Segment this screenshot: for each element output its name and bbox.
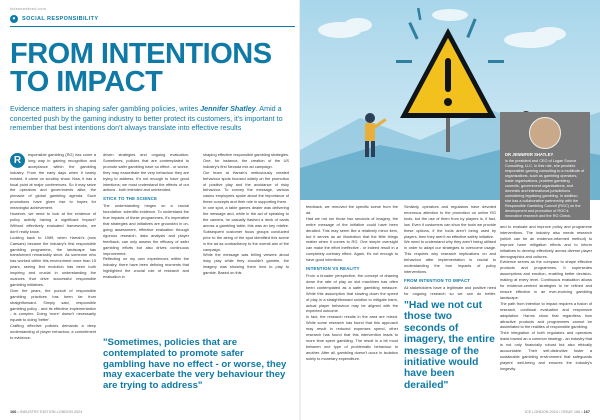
col6-paragraph-4: Their integration of both regulators and operators leads toward an a common strategy - an industry that is not only financially robust but also ethically accountable. Their self-distinctive foster a sustainable gambling environment that safeguards players' well-being and ensures the industry's longevity.: [500, 330, 592, 371]
col6-paragraph-3: The path from intention to impact requires a fusion of research, continual evaluation and responsive adaptation. Harms show that regardless how attractive products and programmes cannot be assimilated to the realities of responsible gambling.: [500, 300, 592, 330]
subheading-intention-to-impact: FROM INTENTION TO IMPACT: [404, 277, 471, 283]
col1-paragraph-5: Crafting effective policies demands a deep understanding of player behaviour, a commitment to evidence-: [10, 323, 96, 341]
section-header: [10, 15, 98, 23]
author-name: Jennifer Shatley: [200, 104, 256, 113]
standfirst-post: . Amid a concerted push by the gaming industry to better protect its customers, it's important to remember that best intentions don't always translate into effective results: [10, 104, 283, 132]
article-column-1: [10, 152, 96, 402]
col5-paragraph-2: We need to understand why they aren't being utilised in order to adapt our strategies to overcome usage. This requires why research implications on and behaviour after implementation is crucial to understanding the true impacts of policy interventions.: [404, 239, 496, 274]
col1-paragraph-3: Looking back to 1989, when Harrah's (now Caesars) became the industry's first responsible gambling programme, the landscape has transformed remarkably since. As someone who has worked within this environment more than 15 years, seeing first evolution has been both inspiring and crucial in understanding the nuances that drive successful responsible gambling initiatives.: [10, 234, 96, 287]
col2-paragraph-1: driven strategies and ongoing evaluation. Sometimes, policies that are contemplated to promote safer gambling have no effect - or worse, they may exacerbate the very behaviour they are trying to address. It's not enough to have good intentions; we must understand the effects of our actions - both intended and unintended.: [103, 152, 189, 193]
col3-paragraph-3: In one spot, a table games dealer was delivering the message and, while in the act of speaking to the camera, he casually flashed a deck of cards across a gambling table; this was an key misfire. Subsequent customer focus groups conducted prior to the airing of the spot identified this scene in the ad as contradictory to the overall aim of the campaign.: [203, 205, 289, 252]
standfirst-pre: Evidence matters in shaping safer gambling policies, writes: [10, 104, 201, 113]
col3-paragraph-1: shaping effective responsible gambling strategies. One, for instance, the creation of the US industry's first Nevada mix ad campaign.: [203, 152, 289, 169]
profile-name: DR JENNIFER SHATLEY: [505, 152, 554, 157]
col1-paragraph-1: esponsible gambling (RG) has come a long way in gaining recognition and acceptance within the gambling industry. From the early days when it barely existed, it came on scrutiny show. Now, it has a focal point at major conferences. So it may seize the operators and governments alike, the pinnacle of global gambling agenda. Such promotions have given rise to hopes for meaningful achievement.: [10, 152, 96, 211]
right-page-number: 167: [583, 410, 590, 414]
subheading-intention-vs-reality: INTENTION VS REALITY: [306, 266, 360, 272]
col5-paragraph-3: All stakeholders have a legitimate and positive need for ongoing research so we can do better.: [404, 284, 496, 296]
col6-paragraph-1: and to evaluate and improve policy and programme interventions. The industry also needs research (which can be an evidence-informed method) to improve harm mitigation efforts and to inform initiatives to develop effectively across diverse player demographics and cultures.: [500, 224, 592, 259]
article-column-4: [306, 204, 398, 406]
article-column-2: [103, 152, 189, 334]
heart-icon: ♥: [10, 15, 18, 23]
author-photo: [529, 117, 561, 149]
footer-left-text: • INDUSTRY EDITION LONDON 2024: [17, 410, 83, 414]
publication-url: kidsnewsfeed.com: [10, 6, 47, 11]
col4-paragraph-4: In fact, the research results in the area are mixed. While some research has found that this approach may result in reduced expenses spend, other research has found that this intervention leads to more time spent gambling. The result is a bit moot between one type of problematic behaviour to another. After all, gambling doesn't occur in isolation solely to monetary expenditure.: [306, 314, 398, 361]
col2-paragraph-2: The understanding hinges on a crucial foundation: scientific evidence. To understand the true impacts of these programmes, it's imperative that strategies and initiatives are grounded in on-going assessment, effective evaluation through rigorous research, data analysis and player feedback; can only assess the efficacy of safer gambling efforts but also drives continuous improvement.: [103, 203, 189, 256]
col6-paragraph-2: Evidence serves as the compass to shape effective products and programmes. It supersedes assumptions and emotion, enabling better decision-making at every level. Continuous evaluation allows for evidence-centred strategies to be refined and ensure effective in an ever-evolving gambling landscape.: [500, 259, 592, 300]
col4-paragraph-3: From a broader perspective, the concept of drawing down the rate of play on slot machines has often been contemplated as a safer gambling measure. While this assumption that slowing down the speed of play in a straightforward solution to mitigate harm, actual player behaviour may be aligned with the expected outcome.: [306, 272, 398, 314]
pull-quote-2: "Had we not cut those two seconds of imagery, the entire message of the initiative would have been derailed": [404, 300, 495, 391]
col3-paragraph-2: Our team at Harrah's meticulously created behaviour spots focused widely on the promotion of positive play and the avoidance of risky behaviour. To convey the message, various casino employees spoke about the importance of these concepts and their role in supporting them.: [203, 169, 289, 205]
author-profile-card: [500, 112, 590, 220]
col1-paragraph-4: Over the years, the pursuit of responsible gambling practices has been far from straightforward. Simply said, responsible gambling policy - and its effective implementation - is complex. Doing 'more' doesn't necessarily equate to doing 'better'.: [10, 287, 96, 323]
footer-left: [10, 410, 82, 414]
col3-paragraph-4: While the message was telling viewers about risky play while they shouldn't gamble, the imagery was showing them how to play to gamble. Based on this: [203, 252, 289, 276]
title-line-2: TO IMPACT: [10, 66, 163, 98]
col1-paragraph-2: However, we need to look at the evidence of policy activity having a significant impact? Without effectively evaluated frameworks, we don't really know.: [10, 211, 96, 234]
profile-bio: is the president and CEO of Logan Source Consulting, LLC. In this role, she provides responsible gaming consulting to a multitude of organisations, such as gambling operators, trade organisations, problem gambling councils, government organisations, and domestic and international jurisdictions considering legalising gambling. In addition, she has a collaborative partnership with the Responsible Gambling Council (RGC) on the development and promotion of RGC's innovative research and the RG Check.: [505, 159, 585, 218]
drop-cap: R: [10, 153, 25, 168]
article-column-3: [203, 152, 289, 334]
pull-quote-1: "Sometimes, policies that are contemplated to promote safer gambling have no effect - or worse, they may exacerbate the very behaviour they are trying to address": [103, 337, 287, 392]
article-column-5: [404, 204, 496, 298]
col5-paragraph-1: Similarly, operators and regulators have devoted enormous attention to the promotion on online RG tools, but the use of them from by players is, if fact, low. Even if customers can shun the tools we provide these options, if the tools aren't being used by players, then they aren't an effective safety initiative.: [404, 204, 496, 239]
col4-paragraph-2: Had we not run those two seconds of imagery, the entire message of the initiative could have been derailed. This may seem like a relatively minor item, but it serves as an illustration that the little things matter when it comes to RG. One simple oversight can make the effort ineffective - or indeed result in a completely contrary effect. Again, it's not enough to have good intentions.: [306, 215, 398, 263]
col4-paragraph-1: feedback, we removed the specific scene from the ad.: [306, 204, 398, 215]
left-page-number: 166: [10, 410, 17, 414]
section-label: SOCIAL RESPONSIBILITY: [22, 16, 99, 22]
section-rule: [10, 26, 295, 27]
col2-paragraph-3: Reflecting on my own experiences within the industry, there have been defining moments that highlighted the crucial role of research and evaluation in: [103, 256, 189, 280]
article-title: [10, 40, 290, 96]
standfirst: [10, 104, 292, 133]
footer-right: [525, 410, 590, 414]
subheading-stick-to-science: STICK TO THE SCIENCE: [103, 196, 158, 202]
article-column-6: [500, 224, 592, 406]
footer-right-text: ICE LONDON 2024 • ISSUE 166 •: [524, 410, 583, 414]
title-line-1: FROM INTENTIONS: [10, 38, 272, 70]
